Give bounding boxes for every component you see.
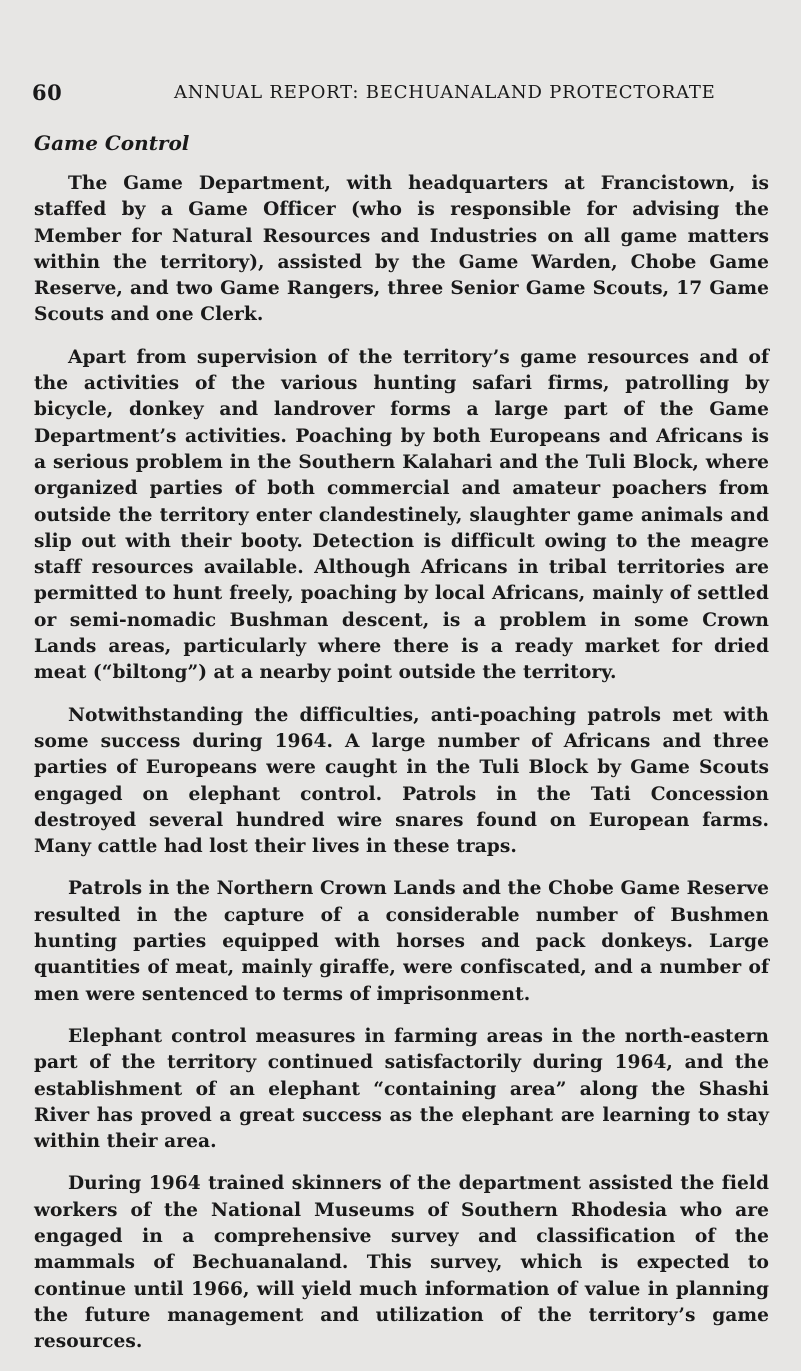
page-number: 60 (32, 80, 63, 105)
running-header (32, 80, 772, 110)
paragraph-anti-poaching-patrols: Notwithstanding the difficulties, anti-poaching patrols met with some success during 1964. A large number of Africans and three parties of Europeans were caught in the Tuli Block by Game Scouts engaged on elephant control. Patrols in the Tati Concession destroyed several hundred wire snares found on European farms. Many cattle had lost their lives in these traps. (34, 704, 769, 858)
section-heading: Game Control (34, 131, 190, 155)
paragraph-northern-patrols: Patrols in the Northern Crown Lands and the Chobe Game Reserve resulted in the capture of a considerable number of Bushmen hunting parties equipped with horses and pack donkeys. Large quantities of meat, mainly giraffe, were confiscated, and a number of men were sentenced to terms of imprisonment. (34, 878, 769, 1005)
paragraph-staffing: The Game Department, with headquarters at Francistown, is staffed by a Game Officer (who is responsible for advising the Member for Natural Resources and Industries on all game matters within the territory), assisted by the Game Warden, Chobe Game Reserve, and two Game Rangers, three Senior Game Scouts, 17 Game Scouts and one Clerk. (34, 173, 769, 326)
body-text (34, 171, 769, 1371)
paragraph-elephant-control: Elephant control measures in farming areas in the north-eastern part of the territory continued satisfactorily during 1964, and the establishment of an elephant “containing area” along the Shashi River has proved a great success as the elephant are learning to stay within their area. (34, 1025, 769, 1153)
paragraph-poaching: Apart from supervision of the territory’s game resources and of the activities of the various hunting safari firms, patrolling by bicycle, donkey and landrover forms a large part of the Game Department’s activities. Poaching by both Europeans and Africans is a serious problem in the Southern Kalahari and the Tuli Block, where organized parties of both commercial and amateur poachers from outside the territory enter clandestinely, slaughter game animals and slip out with their booty. Detection is difficult owing to the meagre staff resources available. Although Africans in tribal territories are permitted to hunt freely, poaching by local Africans, mainly of settled or semi-nomadic Bushman descent, is a problem in some Crown Lands areas, particularly where there is a ready market for dried meat (“biltong”) at a nearby point outside the territory. (34, 346, 769, 684)
running-title: ANNUAL REPORT: BECHUANALAND PROTECTORATE (174, 82, 716, 103)
paragraph-mammal-survey: During 1964 trained skinners of the department assisted the field workers of the National Museums of Southern Rhodesia who are engaged in a comprehensive survey and classification of the mammals of Bechuanaland. This survey, which is expected to continue until 1966, will yield much information of value in planning the future management and utilization of the territory’s game resources. (34, 1173, 769, 1353)
